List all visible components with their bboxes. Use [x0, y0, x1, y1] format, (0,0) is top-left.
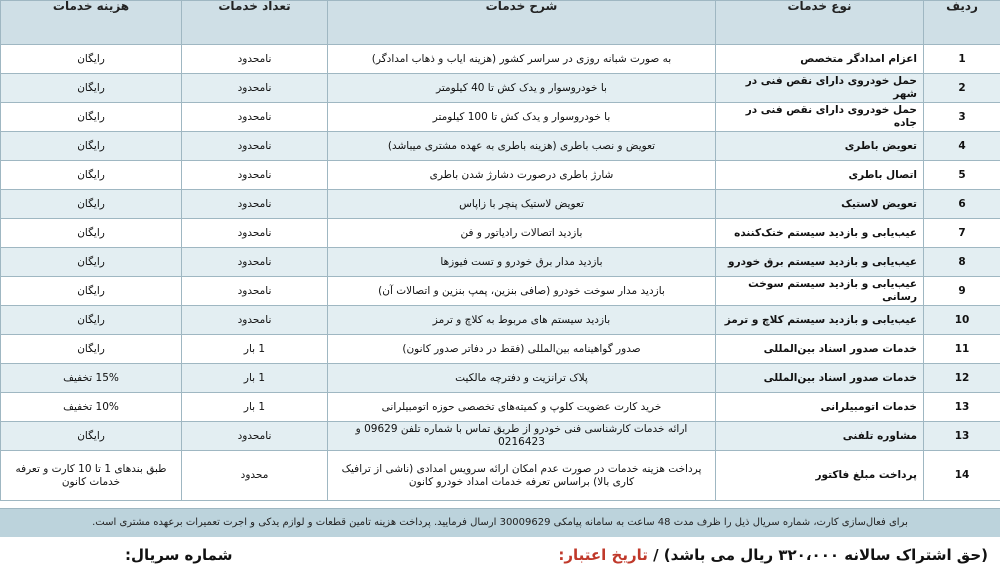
serial-number-label: شماره سریال: — [125, 546, 233, 564]
row-number: 7 — [924, 219, 1000, 248]
row-number: 3 — [924, 103, 1000, 132]
service-type: عیب‌یابی و بازدید سیستم سوخت رسانی — [716, 277, 924, 306]
service-count: 1 بار — [182, 364, 328, 393]
service-cost: رایگان — [1, 45, 182, 74]
service-type: اتصال باطری — [716, 161, 924, 190]
service-cost: 15% تخفیف — [1, 364, 182, 393]
service-cost: رایگان — [1, 335, 182, 364]
service-description: با خودروسوار و یدک کش تا 40 کیلومتر — [328, 74, 716, 103]
row-number: 6 — [924, 190, 1000, 219]
table-row — [1, 132, 1000, 161]
service-count: 1 بار — [182, 335, 328, 364]
service-cost: 10% تخفیف — [1, 393, 182, 422]
service-type: تعویض باطری — [716, 132, 924, 161]
service-description: پرداخت هزینه خدمات در صورت عدم امکان ارائه سرویس امدادی (ناشی از ترافیک کاری بالا) براساس تعرفه خدمات امداد خودرو کانون — [328, 451, 716, 501]
service-cost: رایگان — [1, 103, 182, 132]
service-type: مشاوره تلفنی — [716, 422, 924, 451]
row-number: 4 — [924, 132, 1000, 161]
card-footer — [0, 537, 1000, 563]
service-description: ارائه خدمات کارشناسی فنی خودرو از طریق تماس با شماره تلفن 09629 و 0216423 — [328, 422, 716, 451]
row-number: 5 — [924, 161, 1000, 190]
row-number: 13 — [924, 393, 1000, 422]
table-row — [1, 161, 1000, 190]
service-count: نامحدود — [182, 306, 328, 335]
service-description: با خودروسوار و یدک کش تا 100 کیلومتر — [328, 103, 716, 132]
service-description: بازدید سیستم های مربوط به کلاچ و ترمز — [328, 306, 716, 335]
service-type: حمل خودروی دارای نقص فنی در جاده — [716, 103, 924, 132]
service-type: تعویض لاستیک — [716, 190, 924, 219]
row-number: 9 — [924, 277, 1000, 306]
table-row — [1, 393, 1000, 422]
service-description: خرید کارت عضویت کلوپ و کمیته‌های تخصصی حوزه اتومبیلرانی — [328, 393, 716, 422]
service-count: نامحدود — [182, 248, 328, 277]
header-service-type: نوع خدمات — [716, 1, 924, 45]
header-service-description: شرح خدمات — [328, 1, 716, 45]
service-type: خدمات صدور اسناد بین‌المللی — [716, 364, 924, 393]
table-row — [1, 74, 1000, 103]
service-type: اعزام امدادگر متخصص — [716, 45, 924, 74]
row-number: 10 — [924, 306, 1000, 335]
row-number: 14 — [924, 451, 1000, 501]
row-number: 1 — [924, 45, 1000, 74]
row-number: 12 — [924, 364, 1000, 393]
validity-date-label: تاریخ اعتبار: — [558, 546, 647, 564]
table-header — [1, 1, 1000, 45]
row-number: 11 — [924, 335, 1000, 364]
subscription-line — [558, 546, 988, 564]
service-count: نامحدود — [182, 277, 328, 306]
header-service-cost: هزینه خدمات — [1, 1, 182, 45]
service-description: پلاک ترانزیت و دفترچه مالکیت — [328, 364, 716, 393]
row-number: 13 — [924, 422, 1000, 451]
service-description: تعویض و نصب باطری (هزینه باطری به عهده مشتری میباشد) — [328, 132, 716, 161]
service-count: محدود — [182, 451, 328, 501]
service-cost: رایگان — [1, 422, 182, 451]
service-count: نامحدود — [182, 219, 328, 248]
service-description: شارژ باطری درصورت دشارژ شدن باطری — [328, 161, 716, 190]
service-count: نامحدود — [182, 132, 328, 161]
table-row — [1, 306, 1000, 335]
table-row — [1, 451, 1000, 501]
service-cost: رایگان — [1, 132, 182, 161]
service-type: عیب‌یابی و بازدید سیستم برق خودرو — [716, 248, 924, 277]
table-row — [1, 103, 1000, 132]
table-row — [1, 422, 1000, 451]
service-type: خدمات اتومبیلرانی — [716, 393, 924, 422]
service-type: خدمات صدور اسناد بین‌المللی — [716, 335, 924, 364]
service-type: حمل خودروی دارای نقص فنی در شهر — [716, 74, 924, 103]
table-row — [1, 277, 1000, 306]
row-number: 2 — [924, 74, 1000, 103]
service-count: 1 بار — [182, 393, 328, 422]
service-description: بازدید مدار سوخت خودرو (صافی بنزین، پمپ بنزین و اتصالات آن) — [328, 277, 716, 306]
service-count: نامحدود — [182, 161, 328, 190]
service-type: عیب‌یابی و بازدید سیستم کلاچ و ترمز — [716, 306, 924, 335]
service-cost: رایگان — [1, 74, 182, 103]
table-row — [1, 335, 1000, 364]
table-row — [1, 45, 1000, 74]
table-row — [1, 248, 1000, 277]
service-count: نامحدود — [182, 103, 328, 132]
service-cost: طبق بندهای 1 تا 10 کارت و تعرفه خدمات کانون — [1, 451, 182, 501]
service-cost: رایگان — [1, 190, 182, 219]
service-type: پرداخت مبلغ فاکتور — [716, 451, 924, 501]
service-description: تعویض لاستیک پنچر با زاپاس — [328, 190, 716, 219]
service-cost: رایگان — [1, 248, 182, 277]
table-row — [1, 364, 1000, 393]
service-description: بازدید مدار برق خودرو و تست فیوزها — [328, 248, 716, 277]
service-cost: رایگان — [1, 306, 182, 335]
service-count: نامحدود — [182, 190, 328, 219]
service-count: نامحدود — [182, 422, 328, 451]
service-count: نامحدود — [182, 74, 328, 103]
service-description: بازدید اتصالات رادیاتور و فن — [328, 219, 716, 248]
activation-note: برای فعال‌سازی کارت، شماره سریال ذیل را ظرف مدت 48 ساعت به سامانه پیامکی 30009629 ارسال فرمایید. پرداخت هزینه تامین قطعات و لوازم یدکی و اجرت تعمیرات برعهده مشتری است. — [0, 508, 1000, 538]
table-row — [1, 219, 1000, 248]
service-cost: رایگان — [1, 219, 182, 248]
header-service-count: تعداد خدمات — [182, 1, 328, 45]
header-row-number: ردیف — [924, 1, 1000, 45]
service-cost: رایگان — [1, 277, 182, 306]
service-description: به صورت شبانه روزی در سراسر کشور (هزینه ایاب و ذهاب امدادگر) — [328, 45, 716, 74]
subscription-fee-text: (حق اشتراک سالانه ۳۲۰،۰۰۰ ریال می باشد) / — [653, 546, 988, 564]
row-number: 8 — [924, 248, 1000, 277]
table-row — [1, 190, 1000, 219]
service-type: عیب‌یابی و بازدید سیستم خنک‌کننده — [716, 219, 924, 248]
service-cost: رایگان — [1, 161, 182, 190]
table-body — [1, 45, 1000, 501]
service-description: صدور گواهینامه بین‌المللی (فقط در دفاتر صدور کانون) — [328, 335, 716, 364]
service-count: نامحدود — [182, 45, 328, 74]
